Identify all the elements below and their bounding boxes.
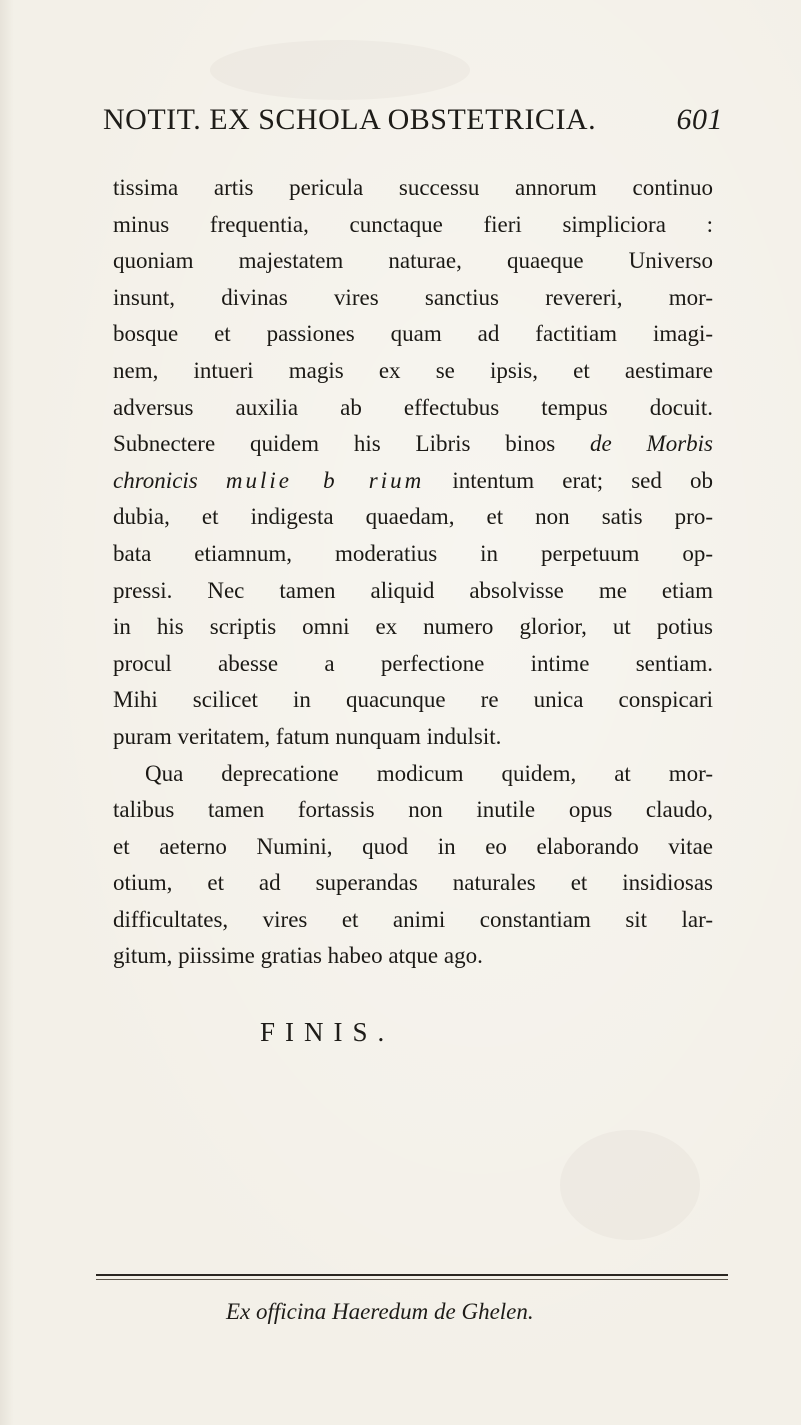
text-line: adversus auxilia ab effectubus tempus docuit. — [113, 394, 713, 420]
page-number: 601 — [676, 103, 723, 136]
text-line: otium, et ad superandas naturales et insidiosas — [113, 870, 713, 896]
text-line: talibus tamen fortassis non inutile opus claudo, — [113, 797, 713, 823]
finis-heading: FINIS. — [260, 1017, 395, 1047]
text-line: dubia, et indigesta quaedam, et non satis pro- — [113, 504, 713, 530]
text-line: Qua deprecatione modicum quidem, at mor- — [145, 760, 713, 786]
paper-stain — [560, 1130, 700, 1240]
text-line: puram veritatem, fatum nunquam indulsit. — [113, 723, 502, 749]
text-line: in his scriptis omni ex numero glorior, ut potius — [113, 614, 713, 640]
text-line: difficultates, vires et animi constantiam sit lar- — [113, 906, 713, 932]
footer-rule — [96, 1274, 728, 1276]
text-line: pressi. Nec tamen aliquid absolvisse me etiam — [113, 577, 713, 603]
text-line: quoniam majestatem naturae, quaeque Universo — [113, 248, 713, 274]
running-head — [103, 103, 723, 147]
running-head-title: NOTIT. EX SCHOLA OBSTETRICIA. — [103, 103, 597, 136]
footer-rule-thin — [96, 1279, 728, 1280]
spaced-italic-word: mulie b rium — [225, 467, 425, 493]
text-line-mixed — [113, 426, 713, 463]
text-line: nem, intueri magis ex se ipsis, et aestimare — [113, 357, 713, 383]
paper-stain — [210, 40, 470, 100]
text-line: gitum, piissime gratias habeo atque ago. — [113, 943, 483, 969]
text-line: procul abesse a perfectione intime sentiam. — [113, 650, 713, 676]
text-segment: intentum erat; sed ob — [452, 467, 714, 493]
text-line: bosque et passiones quam ad factitiam imagi- — [113, 321, 713, 347]
text-line: minus frequentia, cunctaque fieri simpliciora : — [113, 211, 713, 237]
text-line: tissima artis pericula successu annorum continuo — [113, 175, 713, 200]
body-text — [113, 170, 713, 975]
italic-title: de Morbis — [589, 431, 713, 457]
text-line: insunt, divinas vires sanctius revereri, mor- — [113, 284, 713, 310]
text-line: et aeterno Numini, quod in eo elaborando vitae — [113, 833, 713, 859]
printer-imprint: Ex officina Haeredum de Ghelen. — [226, 1299, 534, 1324]
text-line-mixed — [113, 463, 713, 500]
text-line: Mihi scilicet in quacunque re unica conspicari — [113, 687, 713, 713]
text-line: bata etiamnum, moderatius in perpetuum op- — [113, 540, 713, 566]
text-segment: Subnectere quidem his Libris binos — [113, 431, 556, 457]
italic-word: chronicis — [113, 467, 198, 493]
